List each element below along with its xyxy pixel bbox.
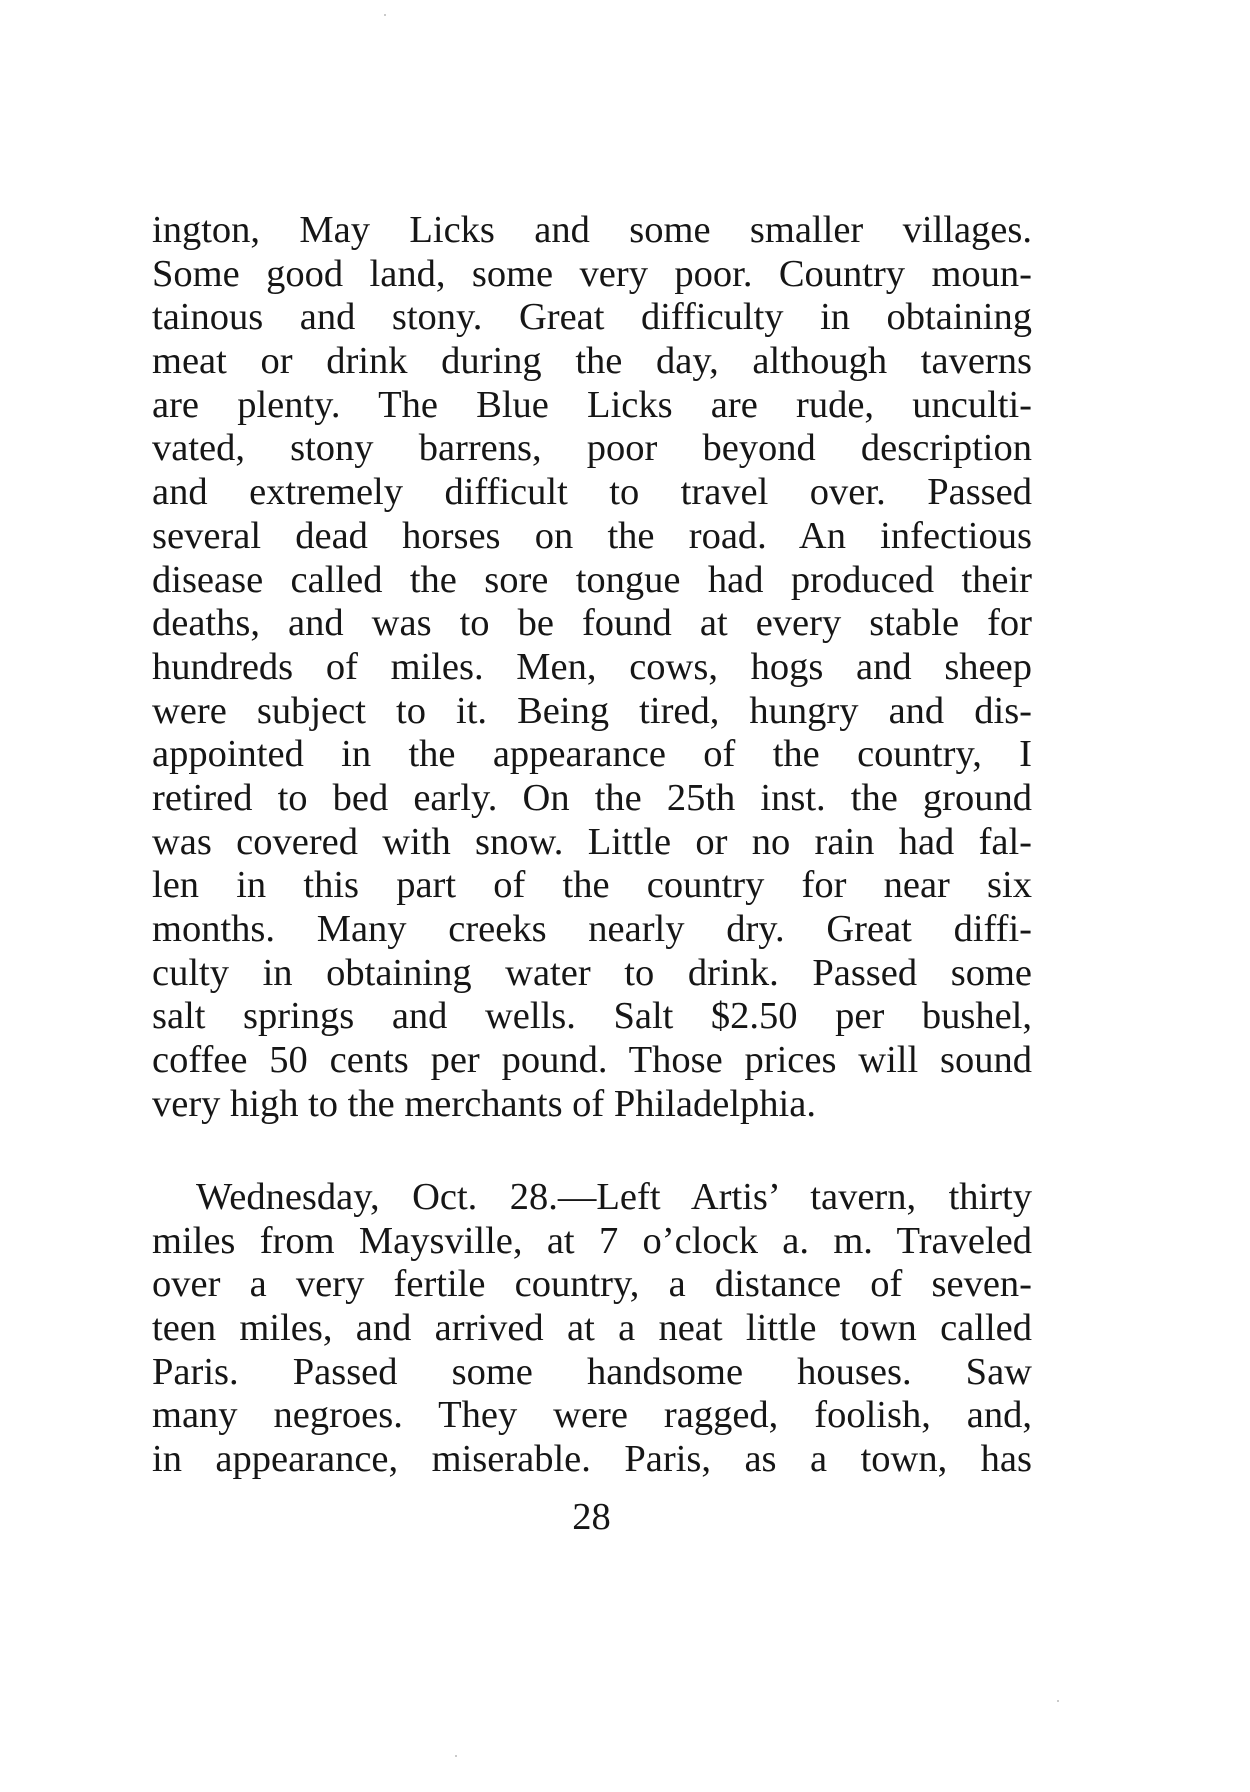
text-line: tainous and stony. Great difficulty in obtaining (152, 296, 1032, 339)
text-line: meat or drink during the day, although taverns (152, 340, 1032, 383)
text-line: many negroes. They were ragged, foolish, and, (152, 1394, 1032, 1437)
text-line: appointed in the appearance of the country, I (152, 733, 1032, 776)
text-line: ington, May Licks and some smaller villages. (152, 209, 1032, 251)
text-line: several dead horses on the road. An infectious (152, 514, 1032, 557)
text-line: teen miles, and arrived at a neat little town called (152, 1307, 1032, 1350)
text-line: are plenty. The Blue Licks are rude, unculti- (152, 383, 1032, 426)
text-line: hundreds of miles. Men, cows, hogs and sheep (152, 645, 1032, 688)
text-line: retired to bed early. On the 25th inst. the ground (152, 776, 1032, 819)
paragraph-oct-28 (152, 1176, 1032, 1482)
text-line: months. Many creeks nearly dry. Great diffi- (152, 908, 1032, 950)
text-line: vated, stony barrens, poor beyond description (152, 427, 1032, 470)
page-number: 28 (572, 1496, 611, 1538)
text-line: miles from Maysville, at 7 o’clock a. m. Traveled (152, 1219, 1032, 1262)
text-line: were subject to it. Being tired, hungry and dis- (152, 689, 1032, 732)
text-line: was covered with snow. Little or no rain had fal- (152, 820, 1032, 863)
paper-speck (455, 1755, 457, 1757)
text-line: disease called the sore tongue had produced their (152, 558, 1032, 601)
text-line: Some good land, some very poor. Country moun- (152, 252, 1032, 295)
paragraph-continued (152, 209, 1032, 1126)
text-line: coffee 50 cents per pound. Those prices will sound (152, 1039, 1032, 1082)
paper-speck (384, 14, 386, 16)
text-line: Wednesday, Oct. 28.—Left Artis’ tavern, thirty (196, 1176, 1032, 1218)
text-line: and extremely difficult to travel over. Passed (152, 471, 1032, 514)
text-line: in appearance, miserable. Paris, as a town, has (152, 1438, 1032, 1481)
text-line: culty in obtaining water to drink. Passed some (152, 951, 1032, 994)
text-line: len in this part of the country for near six (152, 864, 1032, 907)
text-line: Paris. Passed some handsome houses. Saw (152, 1350, 1032, 1393)
paper-speck (1057, 1700, 1059, 1702)
text-line: very high to the merchants of Philadelphia. (152, 1082, 816, 1125)
text-line: over a very fertile country, a distance of seven- (152, 1263, 1032, 1306)
text-line: salt springs and wells. Salt $2.50 per bushel, (152, 995, 1032, 1038)
text-line: deaths, and was to be found at every stable for (152, 602, 1032, 645)
